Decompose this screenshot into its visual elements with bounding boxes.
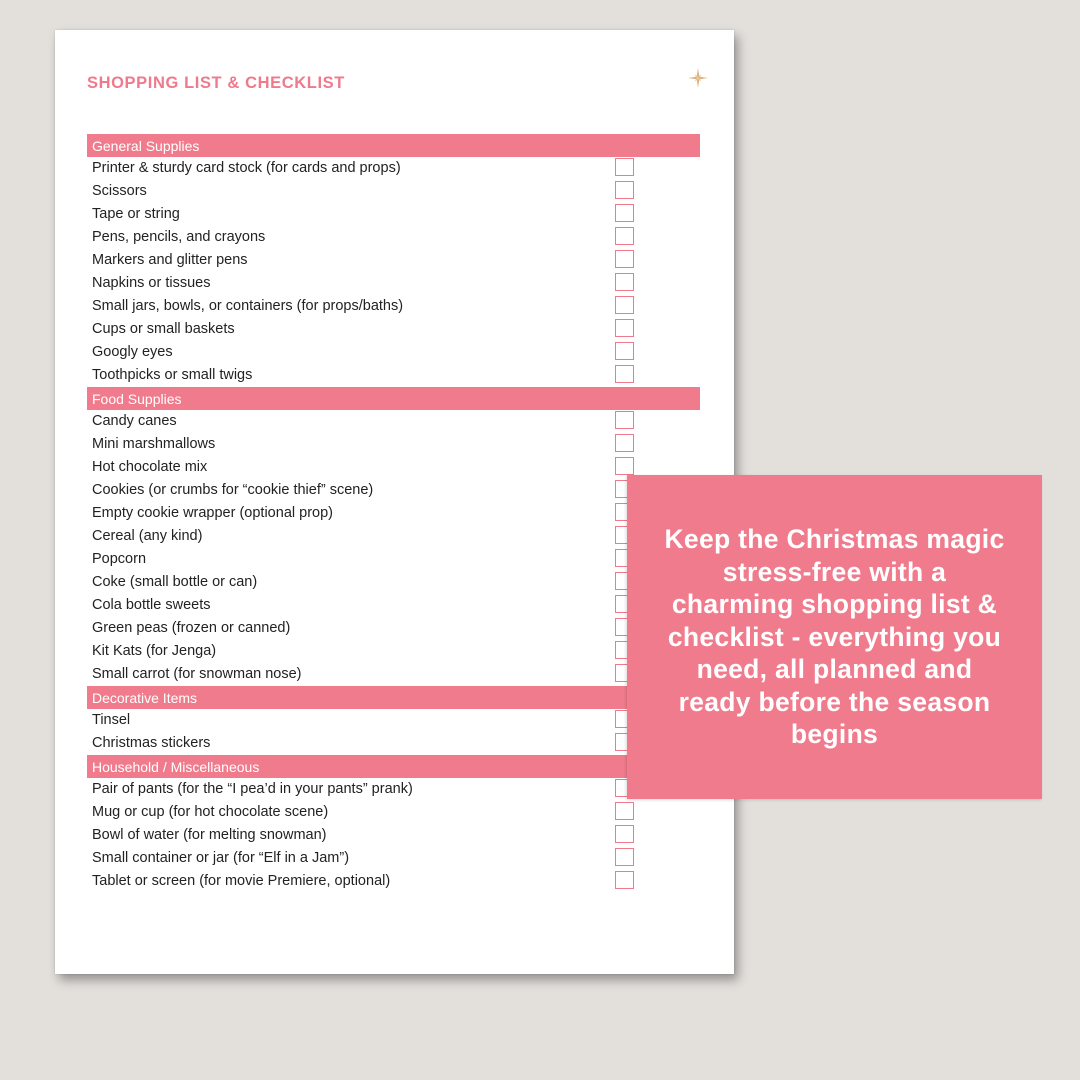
item-checkbox[interactable]	[615, 158, 634, 176]
item-label: Small jars, bowls, or containers (for props/baths)	[92, 298, 404, 314]
item-label: Small container or jar (for “Elf in a Jam”)	[92, 850, 350, 866]
item-checkbox[interactable]	[615, 181, 634, 199]
item-label: Tape or string	[92, 206, 180, 222]
item-checkbox[interactable]	[615, 319, 634, 337]
item-label: Popcorn	[92, 551, 147, 567]
item-label: Markers and glitter pens	[92, 252, 248, 268]
section-header: Food Supplies	[87, 387, 700, 410]
item-checkbox[interactable]	[615, 227, 634, 245]
checklist-item	[87, 456, 700, 479]
item-label: Christmas stickers	[92, 735, 211, 751]
checklist-item	[87, 709, 700, 732]
item-label: Tablet or screen (for movie Premiere, optional)	[92, 873, 391, 889]
item-label: Green peas (frozen or canned)	[92, 620, 291, 636]
checklist-item	[87, 778, 700, 801]
checklist-item	[87, 295, 700, 318]
item-label: Cups or small baskets	[92, 321, 235, 337]
checklist-item	[87, 548, 700, 571]
checklist-item	[87, 249, 700, 272]
checklist-item	[87, 479, 700, 502]
item-label: Tinsel	[92, 712, 131, 728]
checklist-item	[87, 847, 700, 870]
section-header: Household / Miscellaneous	[87, 755, 700, 778]
item-label: Bowl of water (for melting snowman)	[92, 827, 327, 843]
checklist-item	[87, 341, 700, 364]
item-label: Hot chocolate mix	[92, 459, 208, 475]
callout-text: Keep the Christmas magic stress-free with a charming shopping list & checklist - everything you need, all planned and ready before the season begins	[664, 524, 1005, 750]
checklist-item	[87, 801, 700, 824]
checklist-item	[87, 180, 700, 203]
checklist-item	[87, 870, 700, 893]
item-checkbox[interactable]	[615, 411, 634, 429]
item-checkbox[interactable]	[615, 296, 634, 314]
item-label: Pair of pants (for the “I pea’d in your pants” prank)	[92, 781, 413, 797]
sparkle-star-icon	[688, 68, 708, 88]
checklist-item	[87, 203, 700, 226]
item-label: Googly eyes	[92, 344, 173, 360]
item-label: Cola bottle sweets	[92, 597, 211, 613]
checklist-item	[87, 226, 700, 249]
item-label: Candy canes	[92, 413, 177, 429]
item-checkbox[interactable]	[615, 365, 634, 383]
item-checkbox[interactable]	[615, 273, 634, 291]
item-checkbox[interactable]	[615, 342, 634, 360]
promo-callout	[627, 475, 1042, 799]
checklist-item	[87, 594, 700, 617]
checklist-item	[87, 157, 700, 180]
item-label: Cereal (any kind)	[92, 528, 203, 544]
item-label: Mug or cup (for hot chocolate scene)	[92, 804, 329, 820]
item-checkbox[interactable]	[615, 802, 634, 820]
section-header: General Supplies	[87, 134, 700, 157]
item-label: Toothpicks or small twigs	[92, 367, 253, 383]
item-label: Napkins or tissues	[92, 275, 211, 291]
checklist-item	[87, 502, 700, 525]
item-checkbox[interactable]	[615, 848, 634, 866]
item-checkbox[interactable]	[615, 204, 634, 222]
item-checkbox[interactable]	[615, 250, 634, 268]
item-checkbox[interactable]	[615, 825, 634, 843]
checklist-item	[87, 640, 700, 663]
checklist-item	[87, 663, 700, 686]
checklist-item	[87, 433, 700, 456]
checklist-item	[87, 272, 700, 295]
checklist-item	[87, 732, 700, 755]
item-label: Cookies (or crumbs for “cookie thief” scene)	[92, 482, 374, 498]
checklist-item	[87, 571, 700, 594]
item-label: Scissors	[92, 183, 147, 199]
item-checkbox[interactable]	[615, 434, 634, 452]
checklist	[87, 134, 700, 893]
item-label: Coke (small bottle or can)	[92, 574, 258, 590]
item-label: Pens, pencils, and crayons	[92, 229, 266, 245]
checklist-item	[87, 824, 700, 847]
item-label: Empty cookie wrapper (optional prop)	[92, 505, 333, 521]
section-header: Decorative Items	[87, 686, 700, 709]
item-label: Printer & sturdy card stock (for cards and props)	[92, 160, 401, 176]
page-title: SHOPPING LIST & CHECKLIST	[87, 74, 345, 92]
item-checkbox[interactable]	[615, 457, 634, 475]
item-label: Mini marshmallows	[92, 436, 216, 452]
item-label: Kit Kats (for Jenga)	[92, 643, 217, 659]
item-checkbox[interactable]	[615, 871, 634, 889]
checklist-item	[87, 525, 700, 548]
checklist-item	[87, 318, 700, 341]
checklist-item	[87, 364, 700, 387]
item-label: Small carrot (for snowman nose)	[92, 666, 302, 682]
checklist-item	[87, 617, 700, 640]
checklist-item	[87, 410, 700, 433]
